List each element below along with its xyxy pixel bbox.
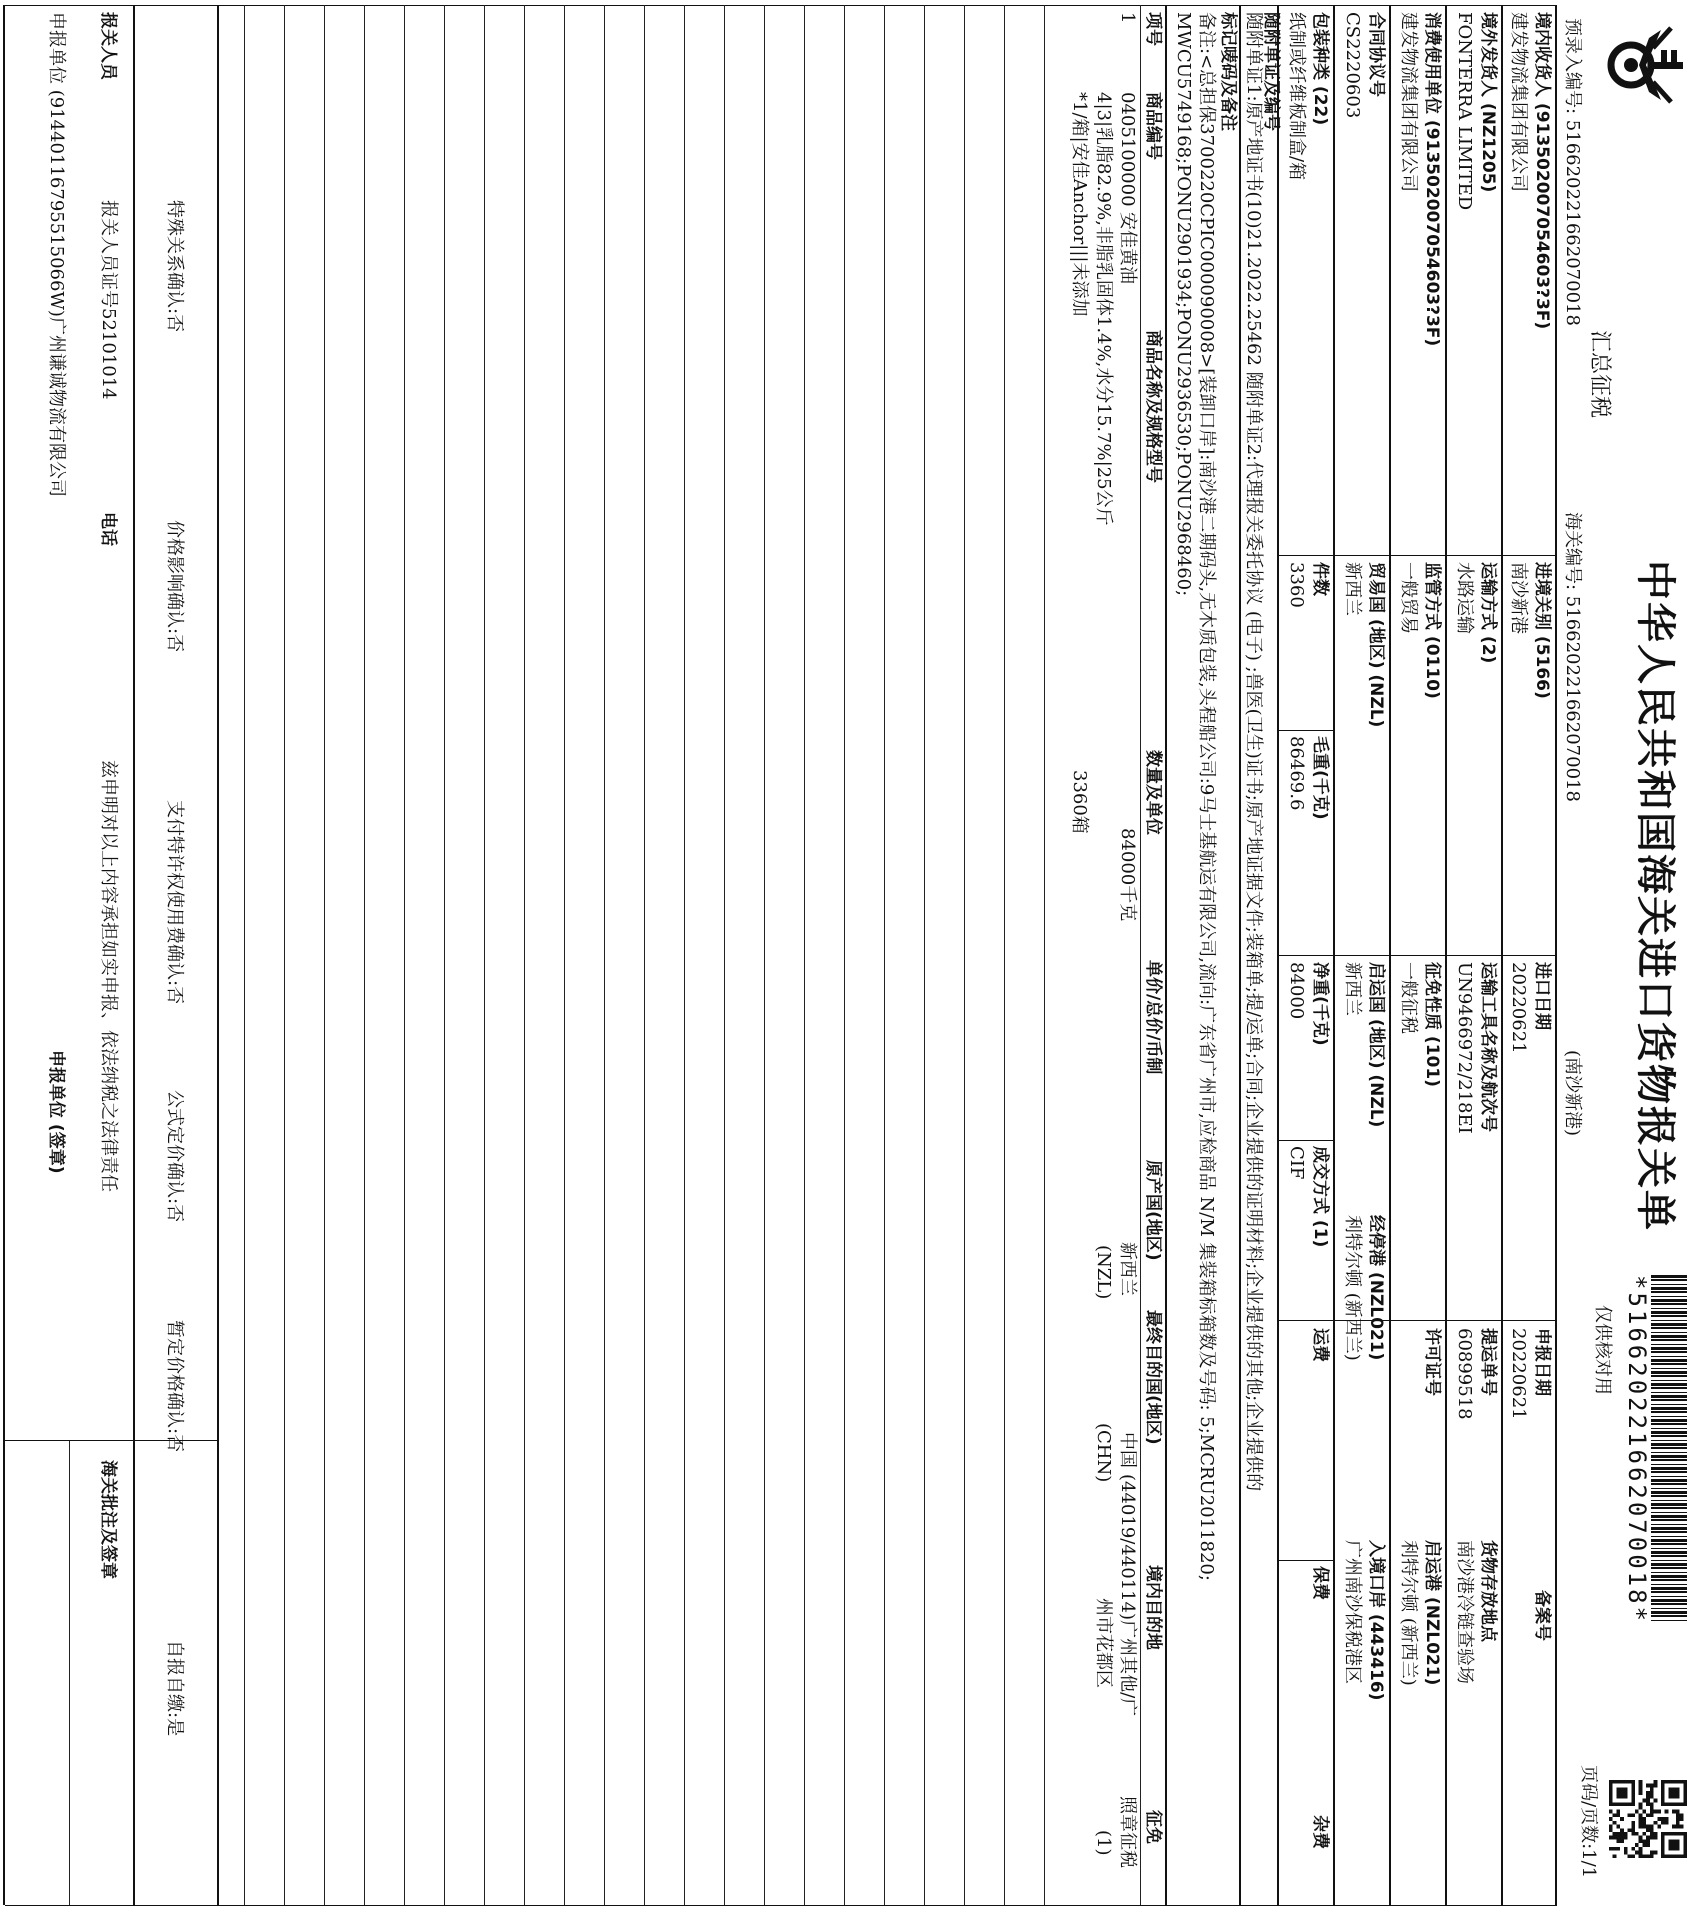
goods-header-name: 商品名称及规格型号 bbox=[1143, 330, 1163, 483]
misc-fee-label: 杂费 bbox=[1310, 1815, 1330, 1849]
depart-port-label: 启运港 (NZL021) bbox=[1422, 1540, 1442, 1686]
transit-port: 利特尔顿 (新西兰) bbox=[1342, 1215, 1363, 1361]
goods-qty-2: 3360箱 bbox=[1069, 770, 1090, 834]
net-weight: 84000 bbox=[1286, 962, 1307, 1020]
entry-port: 南沙新港 bbox=[1508, 562, 1529, 634]
customs-number: 海关编号: 516620221662070018 bbox=[1562, 512, 1583, 802]
depart-port: 利特尔顿 (新西兰) bbox=[1398, 1540, 1419, 1686]
import-date: 20220621 bbox=[1508, 962, 1529, 1054]
provisional-price-confirm: 暂定价格确认:否 bbox=[164, 1320, 185, 1453]
remarks-line-2: MWCU5749168;PONU2901934;PONU2936530;PONU2968460; bbox=[1173, 12, 1194, 597]
deal-mode: CIF bbox=[1286, 1146, 1307, 1180]
goods-header-origin: 原产国(地区) bbox=[1143, 1160, 1163, 1261]
supervision-label: 监管方式 (0110) bbox=[1422, 562, 1442, 699]
contract-number: CS2220603 bbox=[1342, 12, 1363, 119]
docs-text: 随附单证1:原产地证书(10)21.2022.25462 随附单证2:代理报关委托协议 (电子) ;兽医(卫生)证书;原产地证据文件;装箱单;提/运单;合同;企业提供的证明材料;企业提供的其他;企业提供的 bbox=[1243, 12, 1264, 1492]
entry-port-label: 进境关别 (5166) bbox=[1532, 562, 1552, 699]
license-label: 许可证号 bbox=[1422, 1328, 1442, 1396]
goods-origin: 新西兰 bbox=[1117, 1242, 1138, 1296]
vessel-label: 运输工具名称及航次号 bbox=[1478, 962, 1498, 1132]
royalty-confirm: 支付特许权使用费确认:否 bbox=[164, 800, 185, 1005]
pieces-label: 件数 bbox=[1310, 562, 1330, 596]
goods-name: 安佳黄油 bbox=[1117, 212, 1138, 284]
customs-emblem-icon bbox=[1591, 20, 1691, 110]
consignee-label: 境内收货人 (913502007054603?3F) bbox=[1532, 12, 1552, 330]
legal-statement: 兹申明对以上内容承担如实申报、依法纳税之法律责任 bbox=[98, 760, 119, 1192]
levy-nature: 一般征税 bbox=[1398, 962, 1419, 1034]
goods-origin-code: (NZL) bbox=[1093, 1245, 1114, 1300]
goods-code: 0405100000 bbox=[1117, 92, 1138, 207]
page-number: 页码/页数:1/1 bbox=[1578, 1765, 1599, 1879]
goods-dest-place-1: (44019/440114)广州其他/广 bbox=[1117, 1474, 1138, 1717]
declare-date: 20220621 bbox=[1508, 1328, 1529, 1420]
special-relation-confirm: 特殊关系确认:否 bbox=[164, 200, 185, 333]
net-weight-label: 净重(千克) bbox=[1310, 962, 1330, 1046]
pieces: 3360 bbox=[1286, 562, 1307, 608]
import-date-label: 进口日期 bbox=[1532, 962, 1552, 1030]
goods-levy-2: (1) bbox=[1093, 1830, 1114, 1856]
entry-point: 广州南沙保税港区 bbox=[1342, 1540, 1363, 1684]
record-no-label: 备案号 bbox=[1532, 1590, 1552, 1641]
declare-unit: 申报单位 (91440116795515066W)广州谦诚物流有限公司 bbox=[46, 12, 67, 497]
gross-weight-label: 毛重(千克) bbox=[1310, 736, 1330, 820]
consumer-name: 建发物流集团有限公司 bbox=[1398, 12, 1419, 192]
goods-header-dest-place: 境内目的地 bbox=[1143, 1565, 1163, 1650]
goods-header-qty: 数量及单位 bbox=[1143, 750, 1163, 835]
tax-mode: 汇总征税 bbox=[1587, 330, 1612, 419]
self-pay-confirm: 自报自缴:是 bbox=[164, 1640, 185, 1737]
contract-label: 合同协议号 bbox=[1366, 12, 1386, 97]
declare-unit-seal: 申报单位 (签章) bbox=[46, 1050, 66, 1174]
supervision-mode: 一般贸易 bbox=[1398, 562, 1419, 634]
transport-mode: 水路运输 bbox=[1454, 562, 1475, 634]
gross-weight: 86469.6 bbox=[1286, 736, 1307, 811]
barcode-icon bbox=[1651, 1275, 1687, 1625]
goods-spec-1: 4|3|乳脂82.9%,非脂乳固体1.4%,水分15.7%|25公斤 bbox=[1093, 92, 1114, 526]
bill-of-lading-label: 提运单号 bbox=[1478, 1328, 1498, 1396]
origin-country: 新西兰 bbox=[1342, 962, 1363, 1016]
declare-date-label: 申报日期 bbox=[1532, 1328, 1552, 1396]
qr-code-icon bbox=[1609, 1780, 1687, 1858]
trade-country-label: 贸易国 (地区) (NZL) bbox=[1366, 562, 1386, 728]
customs-approval-label: 海关批注及签章 bbox=[98, 1460, 118, 1579]
shipper-label: 境外发货人 (NZ1205) bbox=[1478, 12, 1498, 193]
pre-entry-number: 预录入编号: 516620221662070018 bbox=[1562, 18, 1583, 326]
shipper-name: FONTERRA LIMITED bbox=[1454, 12, 1475, 211]
goods-header-code: 商品编号 bbox=[1143, 92, 1163, 160]
goods-header-levy: 征免 bbox=[1143, 1810, 1163, 1844]
storage-label: 货物存放地点 bbox=[1478, 1540, 1498, 1642]
goods-spec-2: *1/箱|安佳Anchor|||未添加 bbox=[1069, 92, 1090, 317]
verify-note: 仅供核对用 bbox=[1592, 1305, 1613, 1395]
origin-country-label: 启运国 (地区) (NZL) bbox=[1366, 962, 1386, 1128]
goods-dest-country: 中国 bbox=[1117, 1432, 1138, 1468]
goods-header-price: 单价/总价/币制 bbox=[1143, 960, 1163, 1075]
remarks-label: 标记唛码及备注 bbox=[1218, 12, 1238, 131]
remarks-line-1: 备注:<总担保3700220CPIC000090008>[装卸口岸]:南沙港二期码头,无木质包装,头程船公司:9马士基航运有限公司,流向:广东省广州市,应检商品 N/M 集装箱标箱数及号码: 5;MCRU2011820; bbox=[1196, 12, 1217, 1581]
customs-port: (南沙新港) bbox=[1562, 1050, 1583, 1137]
goods-header-item-no: 项号 bbox=[1143, 12, 1163, 46]
goods-dest-place-2: 州市花都区 bbox=[1093, 1598, 1114, 1688]
deal-mode-label: 成交方式 (1) bbox=[1310, 1146, 1330, 1248]
package-label: 包装种类 (22) bbox=[1310, 12, 1330, 126]
levy-nature-label: 征免性质 (101) bbox=[1422, 962, 1442, 1087]
insurance-label: 保费 bbox=[1310, 1566, 1330, 1600]
transport-label: 运输方式 (2) bbox=[1478, 562, 1498, 664]
package-type: 纸制或纤维板制盒/箱 bbox=[1286, 12, 1307, 181]
document-title: 中华人民共和国海关进口货物报关单 bbox=[1632, 560, 1678, 1232]
goods-levy-1: 照章征税 bbox=[1117, 1796, 1138, 1868]
transit-port-label: 经停港 (NZL021) bbox=[1366, 1215, 1386, 1361]
declarant-cert: 报关人员证号52101014 bbox=[98, 200, 119, 400]
bill-of-lading: 60899518 bbox=[1454, 1328, 1475, 1420]
consumer-label: 消费使用单位 (913502007054603?3F) bbox=[1422, 12, 1442, 347]
price-influence-confirm: 价格影响确认:否 bbox=[164, 520, 185, 653]
phone-label: 电话 bbox=[98, 512, 118, 546]
goods-dest-country-code: (CHN) bbox=[1093, 1423, 1114, 1483]
docs-label: 随附单证及编号 bbox=[1261, 12, 1281, 131]
goods-qty-1: 84000千克 bbox=[1117, 828, 1138, 922]
formula-price-confirm: 公式定价确认:否 bbox=[164, 1090, 185, 1223]
goods-header-dest-country: 最终目的国(地区) bbox=[1143, 1310, 1163, 1445]
goods-item-no: 1 bbox=[1117, 12, 1138, 24]
entry-point-label: 入境口岸 (443416) bbox=[1366, 1540, 1386, 1701]
declarant-label: 报关人员 bbox=[98, 12, 118, 80]
freight-label: 运费 bbox=[1310, 1328, 1330, 1362]
barcode-number: *516620221662070018* bbox=[1623, 1275, 1651, 1624]
consignee-name: 建发物流集团有限公司 bbox=[1508, 12, 1529, 192]
trade-country: 新西兰 bbox=[1342, 562, 1363, 616]
vessel-voyage: UN9466972/218EI bbox=[1454, 962, 1475, 1134]
storage-place: 南沙港冷链查验场 bbox=[1454, 1540, 1475, 1684]
